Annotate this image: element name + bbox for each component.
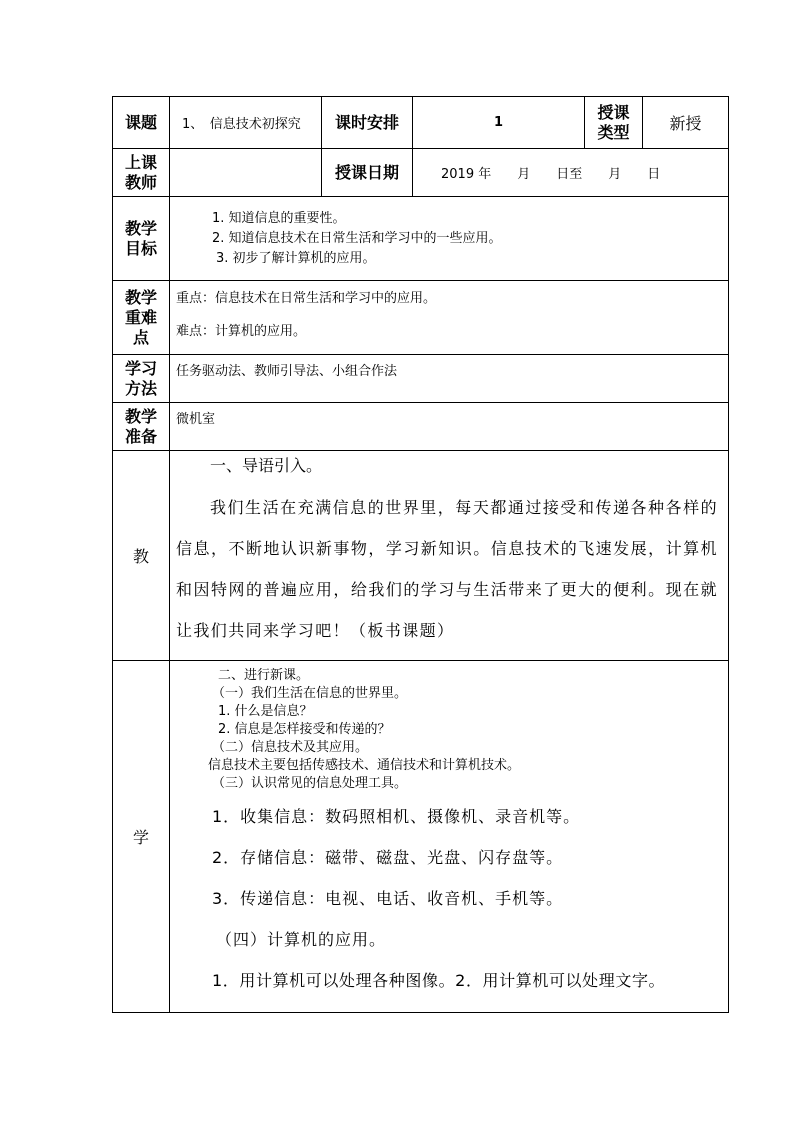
- prep-label: [113, 403, 170, 451]
- methods-label-line-2: 方法: [124, 378, 157, 398]
- new-lesson-content: [170, 661, 729, 1013]
- tool-line: （四）计算机的应用。: [216, 930, 387, 949]
- tool-line: 3．传递信息：电视、电话、收音机、手机等。: [212, 889, 564, 908]
- intro-heading: 一、导语引入。: [210, 456, 323, 475]
- intro-row: [113, 451, 729, 661]
- methods-label-line-1: 学习: [124, 358, 157, 378]
- header-row-2: [113, 149, 729, 197]
- topic-label: 课题: [113, 97, 170, 149]
- goals-content: [170, 197, 729, 281]
- key-points-label-line-1: 教学: [124, 287, 157, 307]
- hours-label: 课时安排: [322, 97, 413, 149]
- type-label: [585, 97, 643, 149]
- tool-line: 2．存储信息：磁带、磁盘、光盘、闪存盘等。: [212, 848, 564, 867]
- teacher-label: [113, 149, 170, 197]
- new-lesson-line: 信息技术主要包括传感技术、通信技术和计算机技术。: [208, 758, 521, 773]
- date-label: 授课日期: [322, 149, 413, 197]
- teacher-label-line-1: 上课: [124, 152, 157, 172]
- process-side-label-teach: 教: [113, 451, 170, 661]
- new-lesson-line: 二、进行新课。: [218, 668, 310, 683]
- type-value: 新授: [643, 97, 729, 149]
- goal-item: 2. 知道信息技术在日常生活和学习中的一些应用。: [212, 230, 502, 246]
- new-lesson-row: [113, 661, 729, 1013]
- methods-text: 任务驱动法、教师引导法、小组合作法: [170, 355, 729, 403]
- key-points-content: [170, 281, 729, 355]
- teacher-value: [170, 149, 322, 197]
- key-points-label-line-3: 点: [132, 327, 149, 347]
- new-lesson-line: 1. 什么是信息？: [218, 704, 313, 719]
- type-label-line-2: 类型: [597, 122, 630, 142]
- difficulty-text: 难点：计算机的应用。: [176, 324, 307, 339]
- new-lesson-line: 2. 信息是怎样接受和传递的？: [218, 722, 391, 737]
- goals-label: [113, 197, 170, 281]
- key-points-row: [113, 281, 729, 355]
- prep-label-line-2: 准备: [124, 426, 157, 446]
- new-lesson-line: （一）我们生活在信息的世界里。: [212, 686, 408, 701]
- intro-content: [170, 451, 729, 661]
- key-points-label: [113, 281, 170, 355]
- new-lesson-line: （三）认识常见的信息处理工具。: [212, 776, 408, 791]
- type-label-line-1: 授课: [597, 102, 630, 122]
- methods-label: [113, 355, 170, 403]
- methods-row: [113, 355, 729, 403]
- key-points-label-line-2: 重难: [124, 307, 157, 327]
- tool-line: 1．收集信息：数码照相机、摄像机、录音机等。: [212, 807, 581, 826]
- teacher-label-line-2: 教师: [124, 172, 157, 192]
- date-value: 2019 年 月 日至 月 日: [413, 149, 729, 197]
- process-side-label-learn: 学: [113, 661, 170, 1013]
- goal-item: 3. 初步了解计算机的应用。: [216, 250, 376, 266]
- new-lesson-line: （二）信息技术及其应用。: [212, 740, 369, 755]
- goal-item: 1. 知道信息的重要性。: [212, 210, 346, 226]
- header-row-1: [113, 97, 729, 149]
- topic-value: 1、 信息技术初探究: [170, 97, 322, 149]
- goals-label-line-2: 目标: [124, 238, 157, 258]
- prep-row: [113, 403, 729, 451]
- focus-text: 重点：信息技术在日常生活和学习中的应用。: [176, 291, 437, 306]
- goals-label-line-1: 教学: [124, 218, 157, 238]
- tool-line: 1．用计算机可以处理各种图像。2．用计算机可以处理文字。: [212, 971, 666, 990]
- prep-label-line-1: 教学: [124, 406, 157, 426]
- lesson-plan-table: [112, 96, 729, 1013]
- goals-row: [113, 197, 729, 281]
- intro-paragraph: 我们生活在充满信息的世界里，每天都通过接受和传递各种各样的信息，不断地认识新事物，学习新知识。信息技术的飞速发展，计算机和因特网的普遍应用，给我们的学习与生活带来了更大的便利。现在就让我们共同来学习吧！（板书课题）: [176, 498, 718, 640]
- prep-text: 微机室: [170, 403, 729, 451]
- hours-value: 1: [413, 97, 585, 149]
